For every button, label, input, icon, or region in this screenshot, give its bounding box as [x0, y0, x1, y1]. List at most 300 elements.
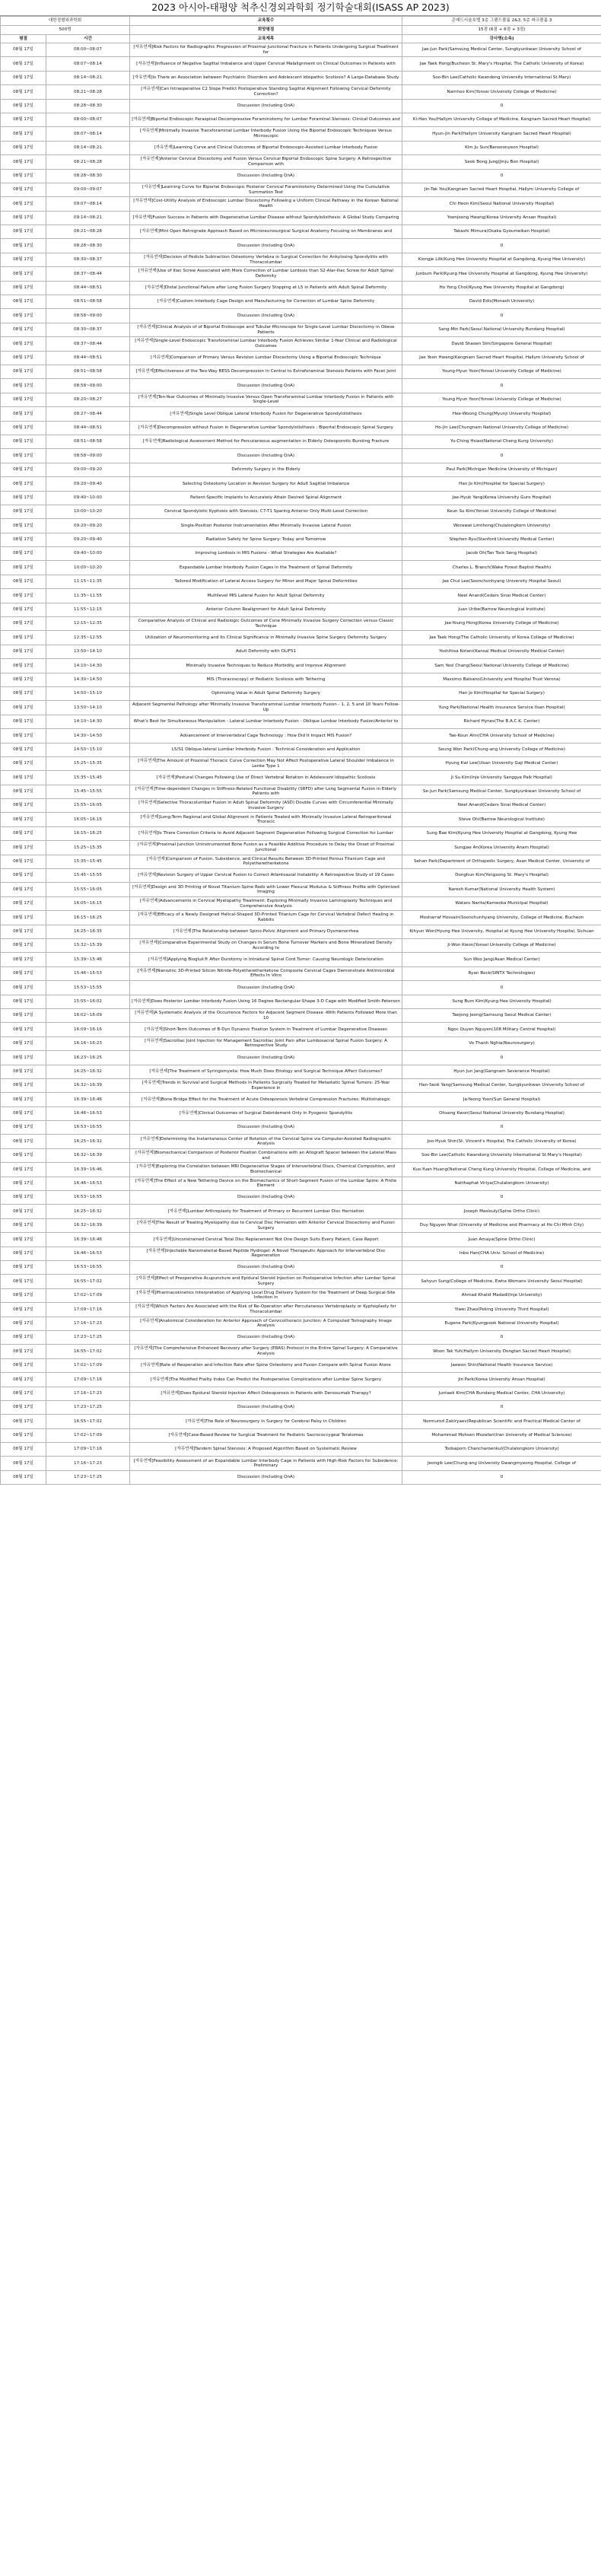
row-time: 08:37~08:44 [46, 337, 130, 351]
table-row [1, 1260, 601, 1274]
row-title: MIS (Thoracoscopy) or Pediatric Scoliosis with Tethering [130, 673, 402, 686]
schedule-table [0, 16, 601, 1485]
row-date: 08월 17일 [1, 1345, 46, 1358]
row-time: 08:51~08:58 [46, 365, 130, 378]
row-date: 08월 17일 [1, 953, 46, 966]
row-title: Expandable Lumbar Interbody Fusion Cages in the Treatment of Spinal Deformity [130, 561, 402, 575]
row-time: 08:28~08:30 [46, 99, 130, 113]
row-speaker: 0 [402, 1051, 601, 1065]
table-row [1, 1093, 601, 1107]
row-speaker: Keun Su Kim(Yonsei University College of Medicine) [402, 505, 601, 518]
row-date: 08월 17일 [1, 477, 46, 491]
table-row [1, 1023, 601, 1036]
row-title: Discussion (Including QnA) [130, 169, 402, 183]
table-row [1, 1457, 601, 1470]
row-title: Discussion (Including QnA) [130, 1330, 402, 1344]
row-date: 08월 17일 [1, 1317, 46, 1330]
row-title: [자유연제]Can Intraoperative C2 Slope Predict Postoperative Standing Sagittal Alignment Following Cervical Deformity Correction? [130, 85, 402, 99]
row-time: 08:00~08:07 [46, 113, 130, 126]
attendance-cell: 500명 [1, 26, 130, 35]
table-row [1, 281, 601, 295]
table-row [1, 267, 601, 281]
table-row [1, 169, 601, 183]
row-time: 15:55~16:05 [46, 883, 130, 896]
table-row [1, 1036, 601, 1050]
table-row [1, 1443, 601, 1457]
table-row [1, 701, 601, 715]
header-title: 교육제목 [130, 35, 402, 43]
row-title: [자유연제]Comparison of Primary Versus Revision Lumbar Discectomy Using a Biportal Endoscopic Technique [130, 351, 402, 365]
row-date: 08월 17일 [1, 337, 46, 351]
row-date: 08월 17일 [1, 771, 46, 785]
row-date: 08월 17일 [1, 1148, 46, 1162]
row-speaker: Soo-Bin Lee(Catholic Kwandong University International St.Mary's Hospital) [402, 1148, 601, 1162]
row-title: Discussion (Including QnA) [130, 449, 402, 463]
row-date: 08월 17일 [1, 491, 46, 505]
table-row [1, 323, 601, 336]
row-time: 08:14~08:21 [46, 71, 130, 84]
row-date: 08월 17일 [1, 421, 46, 435]
row-time: 17:09~17:16 [46, 1373, 130, 1387]
row-title: [자유연제]Anterior Cervical Discectomy and Fusion Versus Cervical Biportal Endoscopic Spine Surgery: A Retrospective Comparison with [130, 155, 402, 169]
table-row [1, 407, 601, 421]
row-speaker: Seok Bong Jung(Jinju Bon Hospital) [402, 155, 601, 169]
row-title: [자유연제]Trends in Survival and Surgical Methods in Patients Surgically Treated for Metastatic Spinal Tumors: 25-Year Experience in [130, 1078, 402, 1092]
row-date: 08월 17일 [1, 351, 46, 365]
info-row-organizer [1, 17, 601, 26]
row-speaker: Ngoc Quyen Nguyen(108 Military Central Hospital) [402, 1023, 601, 1036]
row-date: 08월 17일 [1, 309, 46, 323]
row-speaker: 0 [402, 1470, 601, 1484]
row-time: 08:44~08:51 [46, 421, 130, 435]
row-speaker: Ahmad Khalid Madadi(Inje University) [402, 1288, 601, 1302]
row-title: Minimally Invasive Techniques to Reduce Morbidity and Improve Alignment [130, 659, 402, 673]
row-date: 08월 17일 [1, 1400, 46, 1414]
table-row [1, 785, 601, 798]
row-title: [자유연제]Efficacy of a Newly Designed Helical-Shaped 3D-Printed Titanium Cage for Cervical Vertebral Defect Healing in Rabbits [130, 911, 402, 925]
row-date: 08월 17일 [1, 281, 46, 295]
row-time: 08:30~08:37 [46, 253, 130, 266]
row-title: [자유연제]Long-Term Regional and Global Alignment in Patients Treated with Minimally Invasive Lateral Retroperitoneal Thoracic [130, 813, 402, 826]
row-date: 08월 17일 [1, 113, 46, 126]
row-speaker: Hee-Woong Chung(Myunji University Hospital) [402, 407, 601, 421]
row-time: 14:10~14:30 [46, 715, 130, 728]
row-title: Cervical Spondylotic Kyphosis with Stenosis: C7-T1 Sparing Anterior Only Multi-Level Correction [130, 505, 402, 518]
row-speaker: Jeongik Lee(Chung-ang University Gwangmyeong Hospital, College of [402, 1457, 601, 1470]
table-row [1, 449, 601, 463]
row-speaker: 0 [402, 379, 601, 393]
table-row [1, 1317, 601, 1330]
row-title: Anterior Column Realignment for Adult Spinal Deformity [130, 603, 402, 616]
row-title: Improving Lordosis in MIS Fusions - What Strategies Are Available? [130, 547, 402, 561]
row-time: 09:20~09:40 [46, 477, 130, 491]
row-date: 08월 17일 [1, 1218, 46, 1232]
row-time: 08:27~08:44 [46, 407, 130, 421]
table-row [1, 505, 601, 518]
row-date: 08월 17일 [1, 169, 46, 183]
row-date: 08월 17일 [1, 379, 46, 393]
row-date: 08월 17일 [1, 99, 46, 113]
table-row [1, 155, 601, 169]
table-row [1, 295, 601, 309]
row-title: [자유연제]Fusion Success in Patients with Degenerative Lumbar Disease without Spondylolisthesis: A Global Study Comparing [130, 211, 402, 224]
row-date: 08월 17일 [1, 785, 46, 798]
row-speaker: 0 [402, 239, 601, 253]
row-date: 08월 17일 [1, 826, 46, 840]
table-row [1, 1065, 601, 1078]
row-time: 16:15~16:25 [46, 911, 130, 925]
row-speaker: Woon Tak Yuh(Hallym University Dongtan Sacred Heart Hospital) [402, 1345, 601, 1358]
row-date: 08월 17일 [1, 211, 46, 224]
row-title: [자유연제]Radiological Assessment Method for Percutaneous augmentation in Elderly Osteoporotic Bursting Fracture [130, 435, 402, 448]
table-row [1, 673, 601, 686]
row-date: 08월 17일 [1, 1233, 46, 1247]
row-time: 17:16~17:23 [46, 1387, 130, 1400]
row-date: 08월 17일 [1, 365, 46, 378]
row-speaker: Joseph Maslouly(Spine Ortho Clinic) [402, 1205, 601, 1218]
row-date: 08월 17일 [1, 295, 46, 309]
row-date: 08월 17일 [1, 855, 46, 868]
row-time: 16:25~16:32 [46, 1205, 130, 1218]
row-speaker: Mosharraf Hossain(Soonchunhyang University, College of Medicine, Bucheon [402, 911, 601, 925]
row-time: 09:20~09:40 [46, 533, 130, 546]
row-speaker: Naresh Kumar(National University Health System) [402, 883, 601, 896]
row-speaker: 0 [402, 1330, 601, 1344]
row-speaker: Chi Heon Kim(Seoul National University Hospital) [402, 197, 601, 211]
header-date: 평점 [1, 35, 46, 43]
row-speaker: Kihyun Won(Hyung Hee University, Hospital at Kyung Hee University Hospital, Sichuan [402, 925, 601, 938]
row-title: Discussion (Including QnA) [130, 379, 402, 393]
row-speaker: Yoshihisa Kotani(Kansai Medical University Medical Center) [402, 645, 601, 658]
row-date: 08월 17일 [1, 1205, 46, 1218]
row-date: 08월 17일 [1, 1443, 46, 1457]
row-time: 16:55~17:02 [46, 1275, 130, 1288]
row-speaker: Jae Yeon Hwang(Kangnam Sacred Heart Hospital, Hallym University School of [402, 351, 601, 365]
table-row [1, 239, 601, 253]
table-row [1, 1163, 601, 1177]
row-title: Optimizing Value in Adult Spinal Deformity Surgery [130, 686, 402, 700]
row-date: 08월 17일 [1, 1121, 46, 1135]
row-speaker: Hyung Kwi Lee(Ulsan University Gaji Medical Center) [402, 756, 601, 770]
table-row [1, 1135, 601, 1148]
table-row [1, 799, 601, 813]
row-time: 14:50~15:10 [46, 743, 130, 756]
row-date: 08월 17일 [1, 1470, 46, 1484]
row-date: 08월 17일 [1, 155, 46, 169]
row-speaker: Ho Yong Choi(Kyung Hee University Hospital at Gangdong) [402, 281, 601, 295]
table-row [1, 1330, 601, 1344]
row-time: 08:21~08:28 [46, 225, 130, 239]
row-speaker: Richard Hynes(The B.A.C.K. Center) [402, 715, 601, 728]
row-title: [자유연제]Single-Level Endoscopic Transforaminal Lumbar Interbody Fusion Achieves Similar 1-Year Clinical and Radiological Outcomes [130, 337, 402, 351]
row-date: 08월 17일 [1, 43, 46, 57]
table-row [1, 575, 601, 588]
row-speaker: Stephen Ryu(Stanford University Medical Center) [402, 533, 601, 546]
row-speaker: Sun Woo Jang(Asan Medical Center) [402, 953, 601, 966]
row-date: 08월 17일 [1, 57, 46, 71]
table-row [1, 463, 601, 476]
row-speaker: 0 [402, 1260, 601, 1274]
row-date: 08월 17일 [1, 1415, 46, 1428]
row-speaker: Junbum Park(Kyung Hee University Hospital at Gangdong, Kyung Hee University) [402, 267, 601, 281]
row-date: 08월 17일 [1, 253, 46, 266]
row-speaker: Sam Yeol Chang(Seoul National University College of Medicine) [402, 659, 601, 673]
row-title: [자유연제]Case-Based Review for Surgical Treatment for Pediatric Sacrococcygeal Teratomas [130, 1428, 402, 1442]
row-title: [자유연제]Injectable Nanomaterial-Based Peptide Hydrogel: A Novel Therapeutic Approach for Intervertebral Disc Regeneration [130, 1247, 402, 1260]
row-speaker: Jin-Tak You(Kangnam Sacred Heart Hospital, Hallym University College of [402, 183, 601, 196]
row-title: Advancement of Intervertebral Cage Technology : How Did It Impact MIS Fusion? [130, 729, 402, 743]
table-row [1, 631, 601, 645]
row-date: 08월 17일 [1, 1247, 46, 1260]
row-time: 16:53~16:55 [46, 1121, 130, 1135]
row-time: 08:28~08:30 [46, 169, 130, 183]
row-title: Discussion (Including QnA) [130, 309, 402, 323]
row-title: Utilization of Neuromonitoring and Its Clinical Significance in Minimally Invasive Spine Surgery Deformity Surgery [130, 631, 402, 645]
row-date: 08월 17일 [1, 71, 46, 84]
row-time: 14:30~14:50 [46, 729, 130, 743]
row-time: 16:16~16:23 [46, 1036, 130, 1050]
table-row [1, 1191, 601, 1205]
education-count-label: 교육횟수 [130, 17, 402, 26]
row-date: 08월 17일 [1, 617, 46, 631]
table-row [1, 183, 601, 196]
row-speaker: Neel Anand(Cedars Sinai Medical Center) [402, 589, 601, 603]
table-row [1, 225, 601, 239]
row-date: 08월 17일 [1, 896, 46, 910]
row-time: 16:39~16:46 [46, 1233, 130, 1247]
row-time: 17:23~17:25 [46, 1400, 130, 1414]
row-speaker: Normurod Zakiryaev(Republican Scientific and Practical Medical Center of [402, 1415, 601, 1428]
row-title: [자유연제]Tandem Spinal Stenosis: A Proposed Algorithm Based on Systematic Review [130, 1443, 402, 1457]
row-date: 08월 17일 [1, 183, 46, 196]
row-time: 11:15~11:35 [46, 575, 130, 588]
row-time: 16:55~17:02 [46, 1415, 130, 1428]
row-speaker: Han Jo Kim(Hospital for Special Surgery) [402, 477, 601, 491]
row-title: Comparative Analysis of Clinical and Radiologic Outcomes of Cone Minimally Invasive Surgery Correction versus Classic Technique [130, 617, 402, 631]
table-row [1, 141, 601, 154]
row-speaker: Kim Ju Sun(Bansoonyeon Hospital) [402, 141, 601, 154]
row-title: Discussion (Including QnA) [130, 1191, 402, 1205]
row-date: 08월 17일 [1, 645, 46, 658]
row-date: 08월 17일 [1, 631, 46, 645]
row-speaker: Han Jo Kim(Hospital for Special Surgery) [402, 686, 601, 700]
row-speaker: Eugene Park(Kyungpook National University Hospital) [402, 1317, 601, 1330]
row-time: 10:00~10:20 [46, 561, 130, 575]
row-title: [자유연제]The Result of Treating Myelopathy due to Cervical Disc Herniation with Anterior Cervical Discectomy and Fusion Surgery [130, 1218, 402, 1232]
row-title: [자유연제]Clinical Outcomes of Surgical Debridement Only in Pyogenic Spondylitis [130, 1107, 402, 1120]
row-date: 08월 17일 [1, 407, 46, 421]
row-title: [자유연제]Sacroiliac Joint Injection for Management Sacroiliac Joint Pain after Lumbosacral Spinal Fusion Surgery: A Retrospective Study [130, 1036, 402, 1050]
row-speaker: Young Hyun Yoon(Yonsei University College of Medicine) [402, 393, 601, 406]
row-title: [자유연제]Cost-Utility Analysis of Endoscopic Lumbar Discectomy Following a Uniform Clinical Pathway in the Korean National Health [130, 197, 402, 211]
row-speaker: Neel Anand(Cedars Sinai Medical Center) [402, 799, 601, 813]
row-date: 08월 17일 [1, 869, 46, 883]
row-speaker: Jae-Young Hong(Korea University College of Medicine) [402, 617, 601, 631]
row-time: 16:02~16:09 [46, 1008, 130, 1022]
row-date: 08월 17일 [1, 1288, 46, 1302]
row-title: [자유연제]Minimally Invasive Transforaminal Lumbar Interbody Fusion Using the Biportal Endoscopic Techniques Versus Microscopic [130, 127, 402, 141]
row-title: [자유연제]Is There Correction Criteria to Avoid Adjacent Segment Degeneration Following Surgical Correction for Lumbar [130, 826, 402, 840]
row-title: Discussion (Including QnA) [130, 1121, 402, 1135]
row-title: [자유연제]The Treatment of Syringomyelia: How Much Does Etiology and Surgical Technique Affect Outcomes? [130, 1065, 402, 1078]
row-speaker: Sahyun Sung(College of Medicine, Ewha Womans University Seoul Hospital) [402, 1275, 601, 1288]
row-date: 08월 17일 [1, 547, 46, 561]
table-row [1, 113, 601, 126]
row-title: [자유연제]The Comprehensive Enhanced Recovery after Surgery (ERAS) Protocol in the Entire Spinal Surgery: A Comparative Analysis [130, 1345, 402, 1358]
row-speaker: Ji-Won Kwon(Yonsei University College of Medicine) [402, 939, 601, 953]
row-title: Discussion (Including QnA) [130, 981, 402, 995]
table-row [1, 896, 601, 910]
row-date: 08월 17일 [1, 239, 46, 253]
row-time: 16:05~16:15 [46, 813, 130, 826]
row-date: 08월 17일 [1, 1457, 46, 1470]
row-speaker: Jae Taek Hong(Bucheon St. Mary's Hospital, The Catholic University of Korea) [402, 57, 601, 71]
row-time: 14:50~15:10 [46, 686, 130, 700]
row-time: 08:58~09:00 [46, 379, 130, 393]
row-date: 08월 17일 [1, 1428, 46, 1442]
row-date: 08월 17일 [1, 1093, 46, 1107]
row-speaker: Yoonjoong Hwang(Korea University Ansan Hospital) [402, 211, 601, 224]
row-date: 08월 17일 [1, 659, 46, 673]
row-date: 08월 17일 [1, 141, 46, 154]
row-speaker: Hyun Jun Jang(Gangnam Severance Hospital) [402, 1065, 601, 1078]
row-speaker: Jae-Hyuk Yang(Korea University Guro Hospital) [402, 491, 601, 505]
table-row [1, 617, 601, 631]
row-title: [자유연제]Applying Biogluk® After Durotomy in Intradural Spinal Cord Tumor: Causing Neurologic Deterioration [130, 953, 402, 966]
row-date: 08월 17일 [1, 1135, 46, 1148]
table-row [1, 1051, 601, 1065]
row-speaker: Natthaphat Viriya(Chulalongkorn University) [402, 1177, 601, 1190]
row-speaker: Hyun-Jin Park(Hallym University Kangnam Sacred Heart Hospital) [402, 127, 601, 141]
row-title: [자유연제]Ten-Year Outcomes of Minimally Invasive Versus Open Transforaminal Lumbar Interbody Fusion in Patients with Single-Level [130, 393, 402, 406]
row-time: 10:00~10:20 [46, 505, 130, 518]
row-speaker: Takashi Mimura(Osaka Gyoumeikan Hospital) [402, 225, 601, 239]
row-title: [자유연제]Does Posterior Lumbar Interbody Fusion Using 16 Degree Rectangular-Shape 3-D Cage with Modified Smith-Peterson [130, 995, 402, 1008]
table-row [1, 1358, 601, 1372]
row-title: Discussion (Including QnA) [130, 1400, 402, 1414]
row-time: 08:44~08:51 [46, 351, 130, 365]
row-time: 17:02~17:09 [46, 1428, 130, 1442]
row-date: 08월 17일 [1, 1191, 46, 1205]
row-time: 16:09~16:16 [46, 1023, 130, 1036]
row-title: [자유연제]Effectiveness of the Two-Way BESS Decompression in Central to Extraforaminal Stenosis Patients with Facet Joint [130, 365, 402, 378]
row-time: 09:40~10:00 [46, 547, 130, 561]
row-speaker: Yu-Ching Hsiao(National Cheng Kung University) [402, 435, 601, 448]
row-speaker: Tae-Koun Ahn(CHA University School of Medicine) [402, 729, 601, 743]
row-date: 08월 17일 [1, 561, 46, 575]
row-date: 08월 17일 [1, 925, 46, 938]
venue-cell: 콘래드서울호텔 3층 그랜드볼룸 2&3, 5층 파크볼룸 3 [402, 17, 601, 26]
row-date: 08월 17일 [1, 1051, 46, 1065]
row-date: 08월 17일 [1, 756, 46, 770]
table-row [1, 1107, 601, 1120]
row-title: [자유연제]Feasibility Assessment of an Expandable Lumbar Interbody Cage in Patients with High-Risk Factors for Subsidence: Preliminary [130, 1457, 402, 1470]
table-row [1, 686, 601, 700]
row-time: 17:09~17:16 [46, 1303, 130, 1317]
table-row [1, 351, 601, 365]
row-date: 08월 17일 [1, 686, 46, 700]
table-row [1, 883, 601, 896]
row-time: 17:16~17:23 [46, 1457, 130, 1470]
row-time: 08:28~08:30 [46, 239, 130, 253]
row-date: 08월 17일 [1, 85, 46, 99]
table-row [1, 197, 601, 211]
row-time: 15:25~15:35 [46, 756, 130, 770]
row-time: 08:51~08:58 [46, 435, 130, 448]
table-row [1, 855, 601, 868]
row-date: 08월 17일 [1, 1358, 46, 1372]
row-date: 08월 17일 [1, 1330, 46, 1344]
table-row [1, 365, 601, 378]
row-title: Discussion (Including QnA) [130, 99, 402, 113]
table-row [1, 99, 601, 113]
table-row [1, 435, 601, 448]
row-speaker: Sung Bum Kim(Kyung Hee University Hospital) [402, 995, 601, 1008]
row-speaker: 0 [402, 99, 601, 113]
row-time: 15:35~15:45 [46, 771, 130, 785]
row-time: 12:35~12:55 [46, 631, 130, 645]
row-title: Adjacent Segmental Pathology after Minimally Invasive Transforaminal Lumbar Interbody Fusion - 1, 2, 5 and 10 Years Follow-Up [130, 701, 402, 715]
row-time: 08:14~08:21 [46, 141, 130, 154]
row-speaker: Jae Chul Lee(Soonchunhyang University Hospital Seoul) [402, 575, 601, 588]
row-date: 08월 17일 [1, 519, 46, 533]
row-speaker: Juan Amaya(Spine Ortho Clinic) [402, 1233, 601, 1247]
row-title: Selecting Osteotomy Location in Revision Surgery for Adult Sagittal Imbalance [130, 477, 402, 491]
row-date: 08월 17일 [1, 197, 46, 211]
row-time: 16:39~16:46 [46, 1163, 130, 1177]
table-row [1, 127, 601, 141]
row-speaker: Ohsang Kwon(Seoul National University Bundang Hospital) [402, 1107, 601, 1120]
row-speaker: Soo-Bin Lee(Catholic Kwandong University International St.Mary) [402, 71, 601, 84]
table-row [1, 841, 601, 855]
row-date: 08월 17일 [1, 1260, 46, 1274]
row-title: [자유연제]Biomechanical Comparison of Posterior Fixation Combinations with an Allograft Spacer between the Lateral Mass and [130, 1148, 402, 1162]
row-title: [자유연제]Nanozinc 3D-Printed Silicon Nitride-Polyetheretherketone Composite Cervical Cages Demonstrate Antimicrobial Effects In Vitro [130, 966, 402, 980]
row-date: 08월 17일 [1, 939, 46, 953]
row-speaker: Worawat Limthong(Chulalongkorn University) [402, 519, 601, 533]
row-title: [자유연제]The Effect of a New Tethering Device on the Biomechanics of Short-Segment Fusion of the Lumbar Spine: A Finite Element [130, 1177, 402, 1190]
info-row-attendance [1, 26, 601, 35]
row-time: 08:00~08:07 [46, 43, 130, 57]
page-title: 2023 아시아-태평양 척추신경외과학회 정기학술대회(ISASS AP 2023) [0, 0, 601, 16]
table-row [1, 953, 601, 966]
row-time: 16:32~16:39 [46, 1078, 130, 1092]
row-title: Discussion (Including QnA) [130, 239, 402, 253]
row-date: 08월 17일 [1, 701, 46, 715]
row-title: [자유연제]The Relationship between Spino-Pelvic Alignment and Primary Dysmenorrhea [130, 925, 402, 938]
table-row [1, 71, 601, 84]
row-title: [자유연제]Postural Changes Following Use of Direct Vertebral Rotation in Adolescent Idiopathic Scoliosis [130, 771, 402, 785]
row-time: 08:20~08:27 [46, 393, 130, 406]
table-row [1, 211, 601, 224]
row-speaker: Namhoo Kim(Yonsei University College of Medicine) [402, 85, 601, 99]
table-row [1, 253, 601, 266]
row-time: 08:37~08:44 [46, 267, 130, 281]
row-speaker: Seung Won Park(Chung-ang University College of Medicine) [402, 743, 601, 756]
row-time: 16:46~16:53 [46, 1177, 130, 1190]
row-title: [자유연제]Learning Curve and Clinical Outcomes of Biportal Endoscopic-Assisted Lumbar Interbody Fusion [130, 141, 402, 154]
row-date: 08월 17일 [1, 841, 46, 855]
row-speaker: Jin Park(Korea University Ansan Hospital) [402, 1373, 601, 1387]
table-row [1, 715, 601, 728]
table-row [1, 645, 601, 658]
row-title: [자유연제]Comparative Experimental Study on Changes in Serum Bone Turnover Markers and Bone Mineralized Density According to [130, 939, 402, 953]
credit-label: 희망평점 [130, 26, 402, 35]
table-row [1, 659, 601, 673]
table-row [1, 1428, 601, 1442]
row-title: Discussion (Including QnA) [130, 1470, 402, 1484]
row-time: 13:50~14:10 [46, 645, 130, 658]
